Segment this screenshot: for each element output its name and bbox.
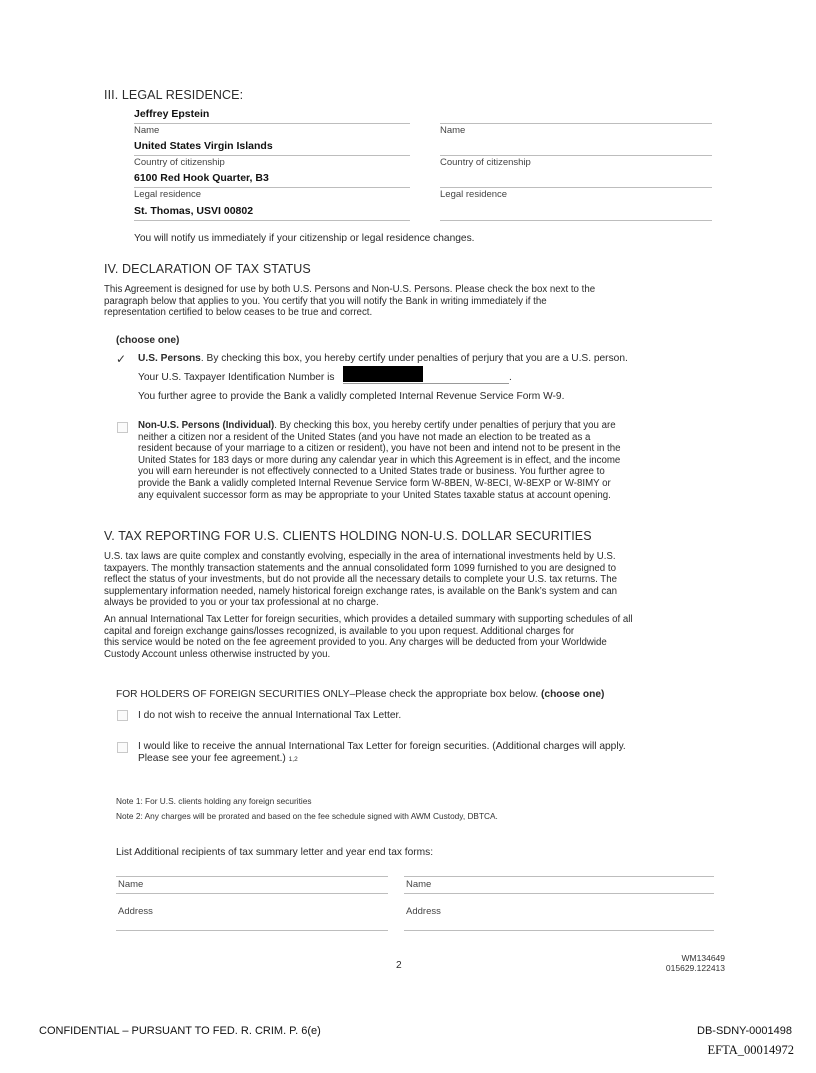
text-line: Custody Account unless otherwise instructed by you.	[104, 648, 331, 660]
holders-choose-one: (choose one)	[541, 689, 605, 700]
text-line	[138, 753, 626, 766]
text-line: paragraph below that applies to you. You certify that you will notify the Bank in writing immediately if the	[104, 295, 547, 307]
redaction-bar	[343, 366, 423, 382]
recipient-name-left-label: Name	[118, 879, 144, 890]
rule	[134, 123, 410, 124]
name-value: Jeffrey Epstein	[134, 108, 210, 120]
country-value: United States Virgin Islands	[134, 140, 273, 152]
text-line: An annual International Tax Letter for foreign securities, which provides a detailed summary with supporting schedules of all	[104, 614, 633, 625]
tin-field[interactable]	[343, 383, 509, 384]
recipient-name-right-label: Name	[406, 879, 432, 890]
recipient-address-right-label: Address	[406, 906, 441, 917]
text-segment: . By checking this box, you hereby certify under penalties of perjury that you are	[274, 420, 616, 431]
text-line: neither a citizen nor a resident of the United States (and you have not made an election to be treated as a	[138, 431, 591, 443]
bates-number: DB-SDNY-0001498	[697, 1025, 792, 1037]
residence-notice: You will notify us immediately if your citizenship or legal residence changes.	[134, 233, 475, 244]
text-line: you will earn hereunder is not effectively connected to a United States trade or business. You further agree to	[138, 466, 605, 478]
recipient-name-right-field[interactable]	[404, 893, 714, 894]
text-segment: Please see your fee agreement.)	[138, 753, 286, 764]
rule	[134, 187, 410, 188]
rule	[440, 155, 712, 156]
text-line: resident because of your marriage to a citizen or resident), you have not been and intend not to be present in the	[138, 443, 621, 455]
non-us-persons-bold: Non-U.S. Persons (Individual)	[138, 420, 275, 431]
w9-text: You further agree to provide the Bank a validly completed Internal Revenue Service Form W-9.	[138, 391, 565, 402]
text-line	[138, 420, 621, 432]
country-label-right: Country of citizenship	[440, 157, 531, 168]
residence-label-right: Legal residence	[440, 189, 508, 200]
text-line: U.S. tax laws are quite complex and constantly evolving, especially in the area of international investments held by U.S.	[104, 551, 616, 562]
section5-paragraph-2	[104, 614, 633, 660]
name-label: Name	[134, 125, 160, 136]
form-code: 015629.122413	[665, 963, 725, 973]
us-persons-bold: U.S. Persons	[138, 353, 201, 364]
section5-heading: V. TAX REPORTING FOR U.S. CLIENTS HOLDING NON-U.S. DOLLAR SECURITIES	[104, 529, 592, 543]
choose-one-label: (choose one)	[116, 335, 180, 346]
form-codes	[666, 953, 725, 973]
non-us-persons-checkbox[interactable]	[117, 422, 128, 433]
text-line: representation certified to below ceases to be true and correct.	[104, 307, 373, 319]
rule	[440, 187, 712, 188]
note-1: Note 1: For U.S. clients holding any foreign securities	[116, 796, 312, 806]
confidential-notice: CONFIDENTIAL – PURSUANT TO FED. R. CRIM. P. 6(e)	[39, 1025, 321, 1037]
rule	[134, 155, 410, 156]
text-line: supplementary information needed, namely historical foreign exchange rates, is available on the Bank’s system and can	[104, 585, 618, 597]
residence-extra-value: St. Thomas, USVI 00802	[134, 205, 254, 217]
section4-heading: IV. DECLARATION OF TAX STATUS	[104, 262, 311, 276]
text-line: this service would be noted on the fee agreement provided to you. Any charges will be deducted from your Worldwide	[104, 637, 607, 649]
section4-intro	[104, 284, 595, 319]
residence-label: Legal residence	[134, 189, 202, 200]
tin-period: .	[509, 372, 512, 383]
rule	[134, 220, 410, 221]
recipients-label: List Additional recipients of tax summary letter and year end tax forms:	[116, 847, 434, 858]
country-label: Country of citizenship	[134, 157, 225, 168]
holders-text: FOR HOLDERS OF FOREIGN SECURITIES ONLY–Please check the appropriate box below.	[116, 689, 542, 700]
tin-label: Your U.S. Taxpayer Identification Number is	[138, 372, 335, 383]
decline-tax-letter-checkbox[interactable]	[117, 710, 128, 721]
text-line: taxpayers. The monthly transaction statements and the annual consolidated form 1099 furnished to you are designed to	[104, 562, 616, 574]
recipient-address-right-field[interactable]	[404, 930, 714, 931]
section3-heading: III. LEGAL RESIDENCE:	[104, 88, 244, 102]
holders-instruction	[116, 689, 604, 700]
text-line: provide the Bank a validly completed Internal Revenue Service form W-8BEN, W-8ECI, W-8EXP or W-8IMY or	[138, 477, 611, 489]
text-line: always be provided to you or your tax professional at no charge.	[104, 597, 379, 609]
text-line: capital and foreign exchange gains/losses recognized, is available to you upon request. Additional charges for	[104, 625, 575, 637]
receive-tax-letter-label	[138, 741, 626, 766]
recipient-name-left-field[interactable]	[116, 893, 388, 894]
efta-number: EFTA_00014972	[707, 1043, 794, 1057]
footnote-ref: 1,2	[288, 756, 298, 763]
form-code: WM134649	[681, 953, 725, 963]
rule	[404, 876, 714, 877]
recipient-address-left-field[interactable]	[116, 930, 388, 931]
recipient-address-left-label: Address	[118, 906, 153, 917]
text-line: any equivalent successor form as may be appropriate to your United States taxable status at account opening.	[138, 489, 611, 501]
text-line: This Agreement is designed for use by both U.S. Persons and Non-U.S. Persons. Please check the box next to the	[104, 284, 596, 295]
non-us-persons-text	[138, 420, 621, 501]
us-persons-rest: . By checking this box, you hereby certify under penalties of perjury that you are a U.S. person.	[200, 353, 628, 364]
us-persons-checkmark[interactable]: ✓	[116, 352, 127, 366]
page-number: 2	[396, 960, 402, 971]
rule	[116, 876, 388, 877]
name-label-right: Name	[440, 125, 466, 136]
text-line: United States for 183 days or more during any calendar year in which this Agreement is in effect, and the income	[138, 454, 621, 466]
rule	[440, 220, 712, 221]
note-2: Note 2: Any charges will be prorated and based on the fee schedule signed with AWM Custody, DBTCA.	[116, 811, 498, 821]
receive-tax-letter-checkbox[interactable]	[117, 742, 128, 753]
us-persons-text	[138, 353, 628, 364]
text-line: reflect the status of your investments, but do not provide all the necessary details to complete your U.S. tax returns. The	[104, 574, 617, 586]
residence-value: 6100 Red Hook Quarter, B3	[134, 172, 269, 184]
text-line: I would like to receive the annual International Tax Letter for foreign securities. (Additional charges will apply.	[138, 741, 626, 752]
rule	[440, 123, 712, 124]
section5-paragraph-1	[104, 551, 617, 609]
decline-tax-letter-label: I do not wish to receive the annual International Tax Letter.	[138, 710, 402, 721]
